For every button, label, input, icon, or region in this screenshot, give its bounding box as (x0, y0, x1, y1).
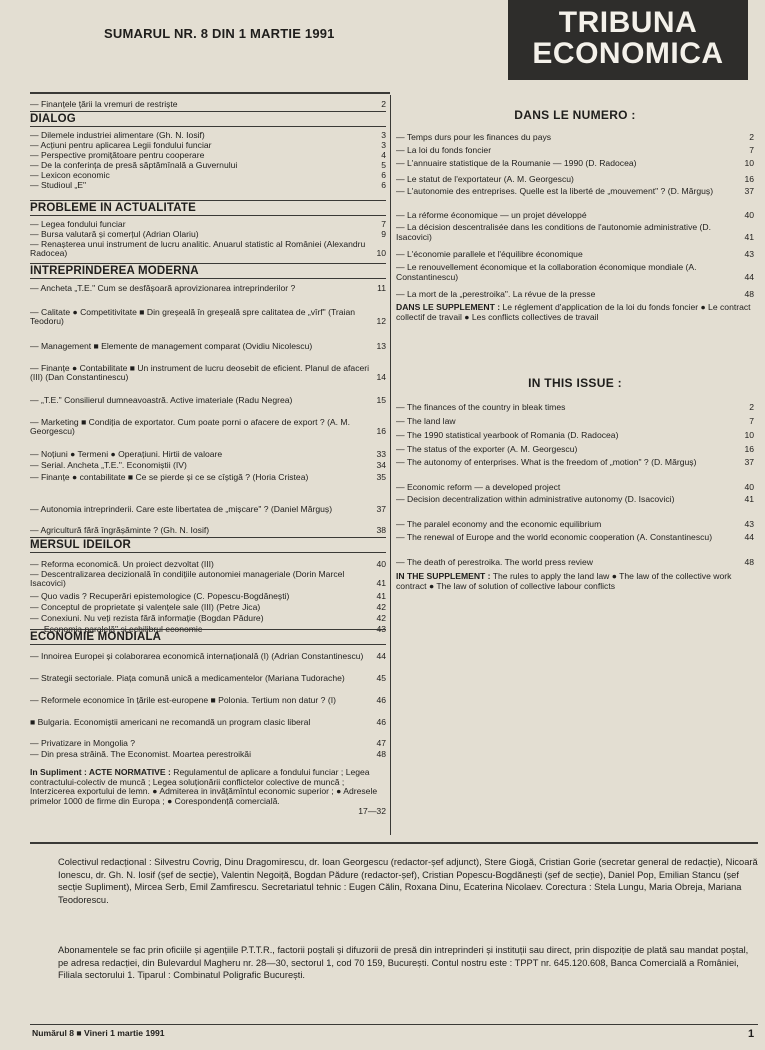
toc-entry: — Autonomia intreprinderii. Care este libertatea de „mișcare" ? (Daniel Mărguș) 37 (30, 504, 386, 514)
masthead-line-1: TRIBUNA (558, 6, 698, 39)
toc-entry: — Conceptul de proprietate și valențele sale (III) (Petre Jica) 42 (30, 602, 386, 612)
issue-footer: Numărul 8 ■ Vineri 1 martie 1991 (32, 1028, 165, 1038)
toc-entry: — Management ■ Elemente de management comparat (Ovidiu Nicolescu) 13 (30, 341, 386, 351)
toc-entry: — Din presa străină. The Economist. Moartea perestroikăi 48 (30, 749, 386, 759)
fr-supplement-text: Le réglement d'application de la loi du fonds foncier ● Le contract collectif de travail ● Les conflicts collectives de travail (396, 302, 751, 322)
toc-entry: — Lexicon economic 6 (30, 170, 386, 180)
column-divider (390, 95, 391, 835)
section-economie-mondiala: ECONOMIE MONDIALA (30, 629, 386, 645)
toc-entry: — Studioul „E" 6 (30, 180, 386, 190)
en-entry: — Decision decentralization within administrative autonomy (D. Isacovici) 41 (396, 494, 754, 504)
footer-rule (30, 1024, 758, 1025)
toc-entry: — De la conferința de presă săptămînală a Guvernului 5 (30, 160, 386, 170)
toc-entry: — Calitate ● Competitivitate ■ Din greșeală în greșeală spre calitatea de „vîrf" (Traian Teodoru) 12 (30, 307, 386, 327)
toc-entry: — Descentralizarea decizională în condițiile autonomiei manageriale (Dorin Marcel Isacovici) 41 (30, 569, 386, 589)
en-supplement-label: IN THE SUPPLEMENT : (396, 571, 491, 581)
section-dialog: DIALOG (30, 111, 386, 127)
section-intreprinderea: INTREPRINDEREA MODERNA (30, 263, 386, 279)
staff-rule (30, 842, 758, 844)
toc-entry: — Dilemele industriei alimentare (Gh. N. Iosif) 3 (30, 130, 386, 140)
en-entry: — The finances of the country in bleak times 2 (396, 402, 754, 412)
toc-entry: — Renașterea unui instrument de lucru analitic. Anuarul statistic al României (Alexandru Radocea) 10 (30, 239, 386, 259)
en-entry: — Economic reform — a developed project 40 (396, 482, 754, 492)
supplement-romanian (30, 768, 386, 817)
section-mersul-ideilor: MERSUL IDEILOR (30, 537, 386, 553)
fr-entry: — Le renouvellement économique et la collaboration économique mondiale (A. Constantinescu) 44 (396, 262, 754, 282)
fr-entry: — La loi du fonds foncier 7 (396, 145, 754, 155)
en-entry: — The autonomy of enterprises. What is the freedom of „motion" ? (D. Mărguș) 37 (396, 457, 754, 467)
fr-entry: — L'annuaire statistique de la Roumanie — 1990 (D. Radocea) 10 (396, 158, 754, 168)
toc-entry: — Finanțele țării la vremuri de restriște 2 (30, 99, 386, 109)
toc-entry: — Privatizare in Mongolia ? 47 (30, 738, 386, 748)
in-this-issue-title: IN THIS ISSUE : (528, 376, 622, 390)
page-number: 1 (748, 1028, 755, 1040)
toc-entry: — Finanțe ● Contabilitate ■ Un instrument de lucru deosebit de eficient. Planul de afaceri (III) (Dan Constantinescu) 14 (30, 363, 386, 383)
toc-entry: — Innoirea Europei și colaborarea economică internațională (I) (Adrian Constantinescu) 44 (30, 651, 386, 661)
fr-supplement-label: DANS LE SUPPLEMENT : (396, 302, 501, 312)
toc-entry: — Ancheta „T.E." Cum se desfășoară aprovizionarea intreprinderilor ? 11 (30, 283, 386, 293)
masthead-line-2: ECONOMICA (532, 37, 724, 70)
supplement-text: Regulamentul de aplicare a fondului funciar ; Legea contractului-colectiv de muncă ; Legea soluționării conflictelor colective de muncă ; Interzicerea exportului de lemn. ● Admiterea in invățămîntul economic superior ; ● Adresele primelor 1000 de firme din Europa ; ● Corespondență comercială. (30, 767, 378, 806)
masthead (508, 0, 748, 80)
toc-entry: — „Economia paralelă" și echilibrul economic 43 (30, 624, 386, 634)
toc-entry: — Reformele economice în țările est-europene ■ Polonia. Tertium non datur ? (I) 46 (30, 695, 386, 705)
fr-entry: — L'économie parallele et l'équilibre économique 43 (396, 249, 754, 259)
toc-entry: — Marketing ■ Condiția de exportator. Cum poate porni o afacere de export ? (A. M. Georgescu) 16 (30, 417, 386, 437)
dans-le-numero-title: DANS LE NUMERO : (514, 108, 636, 122)
toc-entry: — Quo vadis ? Recuperări epistemologice (C. Popescu-Bogdănești) 41 (30, 591, 386, 601)
toc-entry: — Serial. Ancheta „T.E.". Economiștii (IV) 34 (30, 460, 386, 470)
supplement-label: In Supliment : ACTE NORMATIVE : (30, 767, 171, 777)
section-probleme: PROBLEME IN ACTUALITATE (30, 200, 386, 216)
toc-entry: — Legea fondului funciar 7 (30, 219, 386, 229)
en-entry: — The death of perestroika. The world press review 48 (396, 557, 754, 567)
en-supplement (396, 572, 754, 592)
en-supplement-text: The rules to apply the land law ● The law of the collective work contract ● The law of solution of collective labour conflicts (396, 571, 732, 591)
toc-entry: — Perspective promițătoare pentru cooperare 4 (30, 150, 386, 160)
fr-entry: — La décision descentralisée dans les conditions de l'autonomie administrative (D. Isacovici) 41 (396, 222, 754, 242)
toc-entry: ■ Bulgaria. Economiștii americani ne recomandă un program clasic liberal 46 (30, 717, 386, 727)
toc-entry: — Acțiuni pentru aplicarea Legii fondului funciar 3 (30, 140, 386, 150)
toc-entry: — Reforma economică. Un proiect dezvoltat (III) 40 (30, 559, 386, 569)
fr-supplement (396, 303, 754, 323)
editorial-staff: Colectivul redacțional : Silvestru Covrig, Dinu Dragomirescu, dr. Ioan Georgescu (redactor-șef adjunct), Stere Giogă, Cristian Gorie (secretar general de redacție), Nicoară Ionescu, dr. Gh. N. Iosif (șef de secție), Valentin Negoiță, Bogdan Pădure (redactor-șef), Cristian Popescu-Bogdănești (șef de secție), Daniel Pop, Emilian Stancu (șef secție Supliment), Mircea Serb, Emil Zamfirescu. Secretariatul tehnic : Eugen Călin, Roxana Dinu, Ecaterina Nicolaev. Corectura : Stela Lungu, Maria Obreja, Mariana Teodorescu. (58, 857, 758, 905)
top-rule (30, 92, 390, 94)
fr-entry: — L'autonomie des entreprises. Quelle est la liberté de „mouvement" ? (D. Mărguș) 37 (396, 186, 754, 196)
en-entry: — The renewal of Europe and the world economic cooperation (A. Constantinescu) 44 (396, 532, 754, 542)
supplement-pages: 17—32 (358, 806, 386, 817)
en-entry: — The paralel economy and the economic equilibrium 43 (396, 519, 754, 529)
toc-entry: — Bursa valutară și comerțul (Adrian Olariu) 9 (30, 229, 386, 239)
fr-entry: — Le statut de l'exportateur (A. M. Georgescu) 16 (396, 174, 754, 184)
toc-entry: — Conexiuni. Nu veți rezista fără informație (Bogdan Pădure) 42 (30, 613, 386, 623)
en-entry: — The land law 7 (396, 416, 754, 426)
toc-entry: — Finanțe ● contabilitate ■ Ce se pierde și ce se cîștigă ? (Horia Cristea) 35 (30, 472, 386, 482)
en-entry: — The status of the exporter (A. M. Georgescu) 16 (396, 444, 754, 454)
fr-entry: — La réforme économique — un projet développé 40 (396, 210, 754, 220)
toc-entry: — Noțiuni ● Termeni ● Operațiuni. Hirtii de valoare 33 (30, 449, 386, 459)
toc-entry: — „T.E." Consilierul dumneavoastră. Active imateriale (Radu Negrea) 15 (30, 395, 386, 405)
fr-entry: — Temps durs pour les finances du pays 2 (396, 132, 754, 142)
en-entry: — The 1990 statistical yearbook of Romania (D. Radocea) 10 (396, 430, 754, 440)
summary-title: SUMARUL NR. 8 DIN 1 MARTIE 1991 (104, 26, 335, 41)
fr-entry: — La mort de la „perestroika". La révue de la presse 48 (396, 289, 754, 299)
toc-entry: — Agricultură fără îngrășăminte ? (Gh. N. Iosif) 38 (30, 525, 386, 535)
subscription-info: Abonamentele se fac prin oficiile și agențiile P.T.T.R., factorii poștali și difuzorii de presă din intreprinderi și instituții sau direct, prin dispoziție de plată sau mandat poștal, pe adresa redacției, din Bulevardul Magheru nr. 28—30, sectorul 1, cod 70 159, București. Contul nostru este : TPPT nr. 645.120.608, Banca Comercială a României, Filiala sectorului 1. Tiparul : Combinatul Poligrafic București. (58, 945, 749, 981)
toc-entry: — Strategii sectoriale. Piața comună unică a medicamentelor (Mariana Tudorache) 45 (30, 673, 386, 683)
